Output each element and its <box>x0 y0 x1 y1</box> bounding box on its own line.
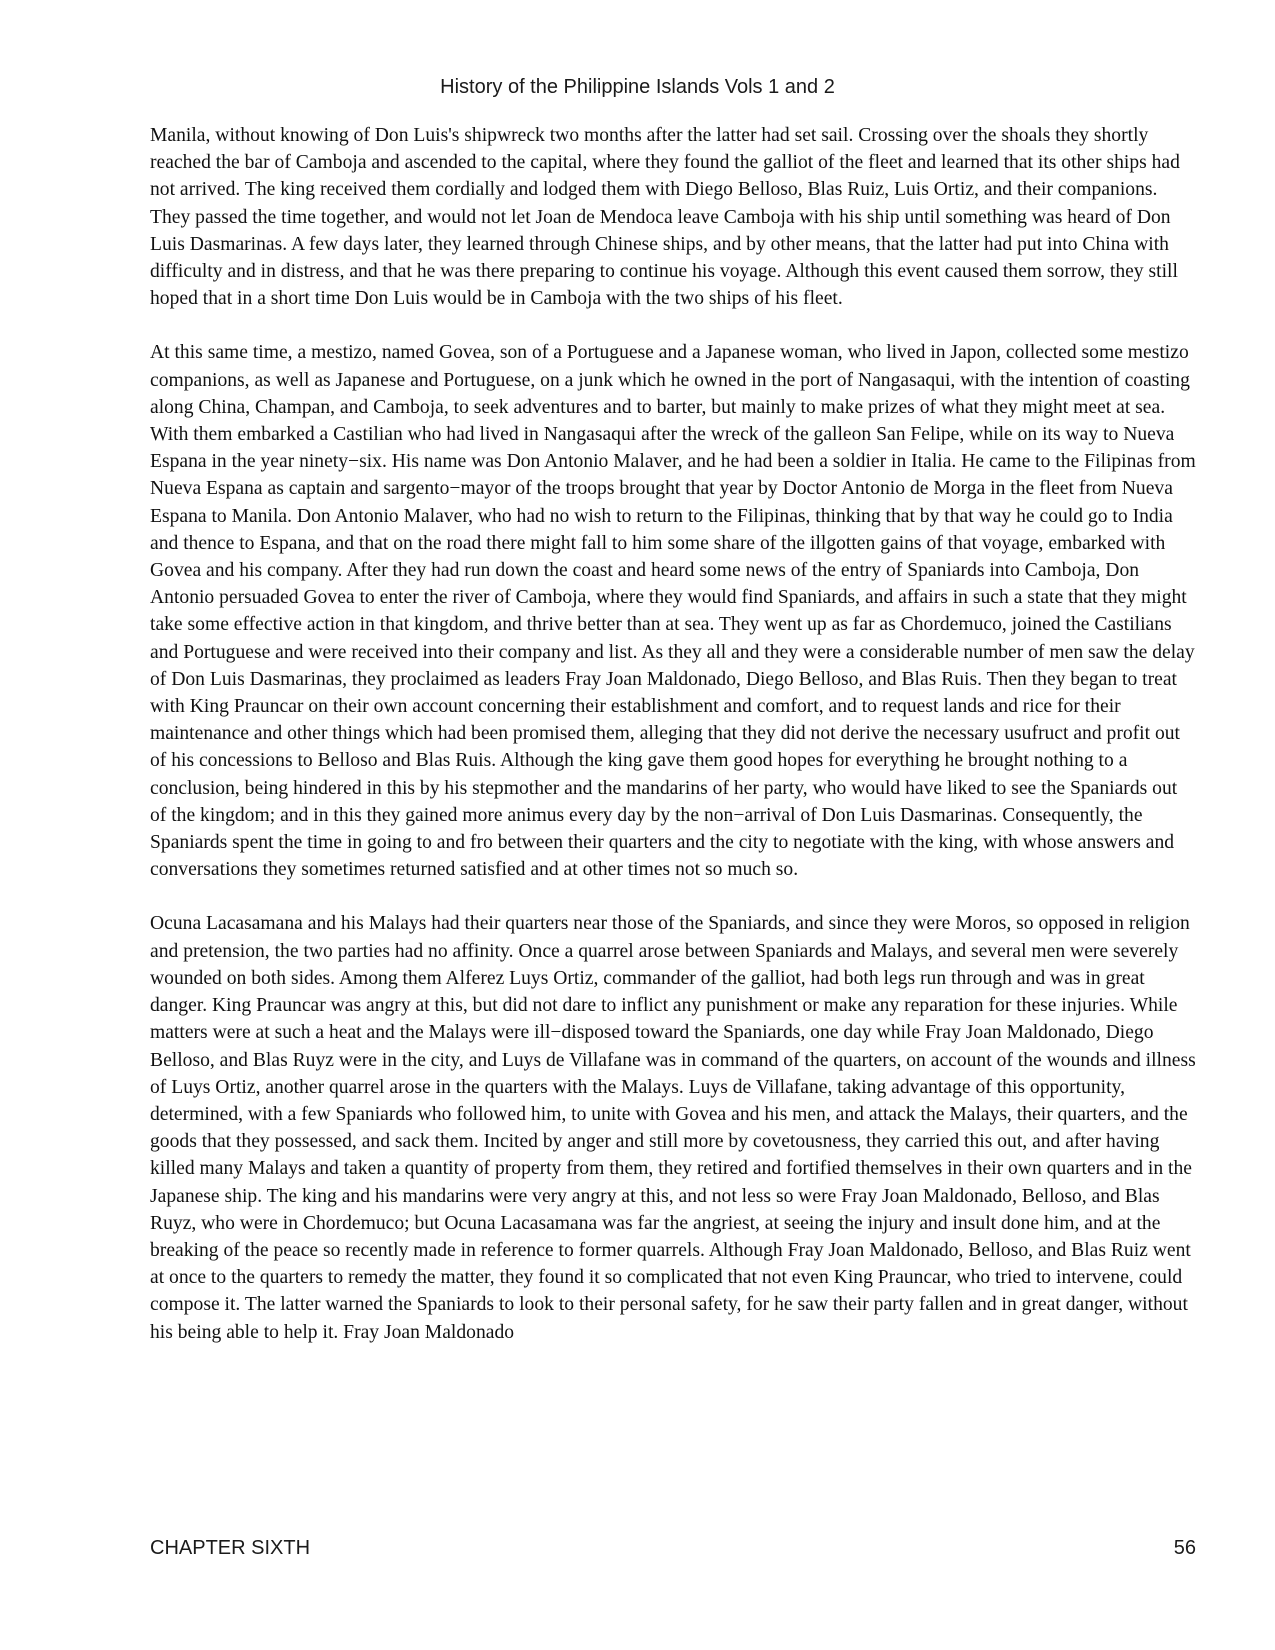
chapter-label: CHAPTER SIXTH <box>150 1537 311 1559</box>
running-header <box>0 76 1275 99</box>
paragraph-2: At this same time, a mestizo, named Govea, son of a Portuguese and a Japanese woman, who lived in Japon, collected some mestizo companions, as well as Japanese and Portuguese, on a junk which he owned in the port of Nangasaqui, with the intention of coasting along China, Champan, and Camboja, to seek adventures and to barter, but mainly to make prizes of what they might meet at sea. With them embarked a Castilian who had lived in Nangasaqui after the wreck of the galleon San Felipe, while on its way to Nueva Espana in the year ninety−six. His name was Don Antonio Malaver, and he had been a soldier in Italia. He came to the Filipinas from Nueva Espana as captain and sargento−mayor of the troops brought that year by Doctor Antonio de Morga in the fleet from Nueva Espana to Manila. Don Antonio Malaver, who had no wish to return to the Filipinas, thinking that by that way he could go to India and thence to Espana, and that on the road there might fall to him some share of the illgotten gains of that voyage, embarked with Govea and his company. After they had run down the coast and heard some news of the entry of Spaniards into Camboja, Don Antonio persuaded Govea to enter the river of Camboja, where they would find Spaniards, and affairs in such a state that they might take some effective action in that kingdom, and thrive better than at sea. They went up as far as Chordemuco, joined the Castilians and Portuguese and were received into their company and list. As they all and they were a considerable number of men saw the delay of Don Luis Dasmarinas, they proclaimed as leaders Fray Joan Maldonado, Diego Belloso, and Blas Ruis. Then they began to treat with King Prauncar on their own account concerning their establishment and comfort, and to request lands and rice for their maintenance and other things which had been promised them, alleging that they did not derive the necessary usufruct and profit out of his concessions to Belloso and Blas Ruis. Although the king gave them good hopes for everything he brought nothing to a conclusion, being hindered in this by his stepmother and the mandarins of her party, who would have liked to see the Spaniards out of the kingdom; and in this they gained more animus every day by the non−arrival of Don Luis Dasmarinas. Consequently, the Spaniards spent the time in going to and fro between their quarters and the city to negotiate with the king, with whose answers and conversations they sometimes returned satisfied and at other times not so much so. <box>150 342 1196 881</box>
page-body <box>150 122 1196 1373</box>
paragraph-3: Ocuna Lacasamana and his Malays had their quarters near those of the Spaniards, and since they were Moros, so opposed in religion and pretension, the two parties had no affinity. Once a quarrel arose between Spaniards and Malays, and several men were severely wounded on both sides. Among them Alferez Luys Ortiz, commander of the galliot, had both legs run through and was in great danger. King Prauncar was angry at this, but did not dare to inflict any punishment or make any reparation for these injuries. While matters were at such a heat and the Malays were ill−disposed toward the Spaniards, one day while Fray Joan Maldonado, Diego Belloso, and Blas Ruyz were in the city, and Luys de Villafane was in command of the quarters, on account of the wounds and illness of Luys Ortiz, another quarrel arose in the quarters with the Malays. Luys de Villafane, taking advantage of this opportunity, determined, with a few Spaniards who followed him, to unite with Govea and his men, and attack the Malays, their quarters, and the goods that they possessed, and sack them. Incited by anger and still more by covetousness, they carried this out, and after having killed many Malays and taken a quantity of property from them, they retired and fortified themselves in their own quarters and in the Japanese ship. The king and his mandarins were very angry at this, and not less so were Fray Joan Maldonado, Belloso, and Blas Ruyz, who were in Chordemuco; but Ocuna Lacasamana was far the angriest, at seeing the injury and insult done him, and at the breaking of the peace so recently made in reference to former quarrels. Although Fray Joan Maldonado, Belloso, and Blas Ruiz went at once to the quarters to remedy the matter, they found it so complicated that not even King Prauncar, who tried to intervene, could compose it. The latter warned the Spaniards to look to their personal safety, for he saw their party fallen and in great danger, without his being able to help it. Fray Joan Maldonado <box>150 913 1196 1343</box>
paragraph-1: Manila, without knowing of Don Luis's shipwreck two months after the latter had set sail. Crossing over the shoals they shortly reached the bar of Camboja and ascended to the capital, where they found the galliot of the fleet and learned that its other ships had not arrived. The king received them cordially and lodged them with Diego Belloso, Blas Ruiz, Luis Ortiz, and their companions. They passed the time together, and would not let Joan de Mendoca leave Camboja with his ship until something was heard of Don Luis Dasmarinas. A few days later, they learned through Chinese ships, and by other means, that the latter had put into China with difficulty and in distress, and that he was there preparing to continue his voyage. Although this event caused them sorrow, they still hoped that in a short time Don Luis would be in Camboja with the two ships of his fleet. <box>150 125 1180 310</box>
page-number: 56 <box>1173 1537 1196 1559</box>
book-title: History of the Philippine Islands Vols 1 and 2 <box>440 76 835 98</box>
